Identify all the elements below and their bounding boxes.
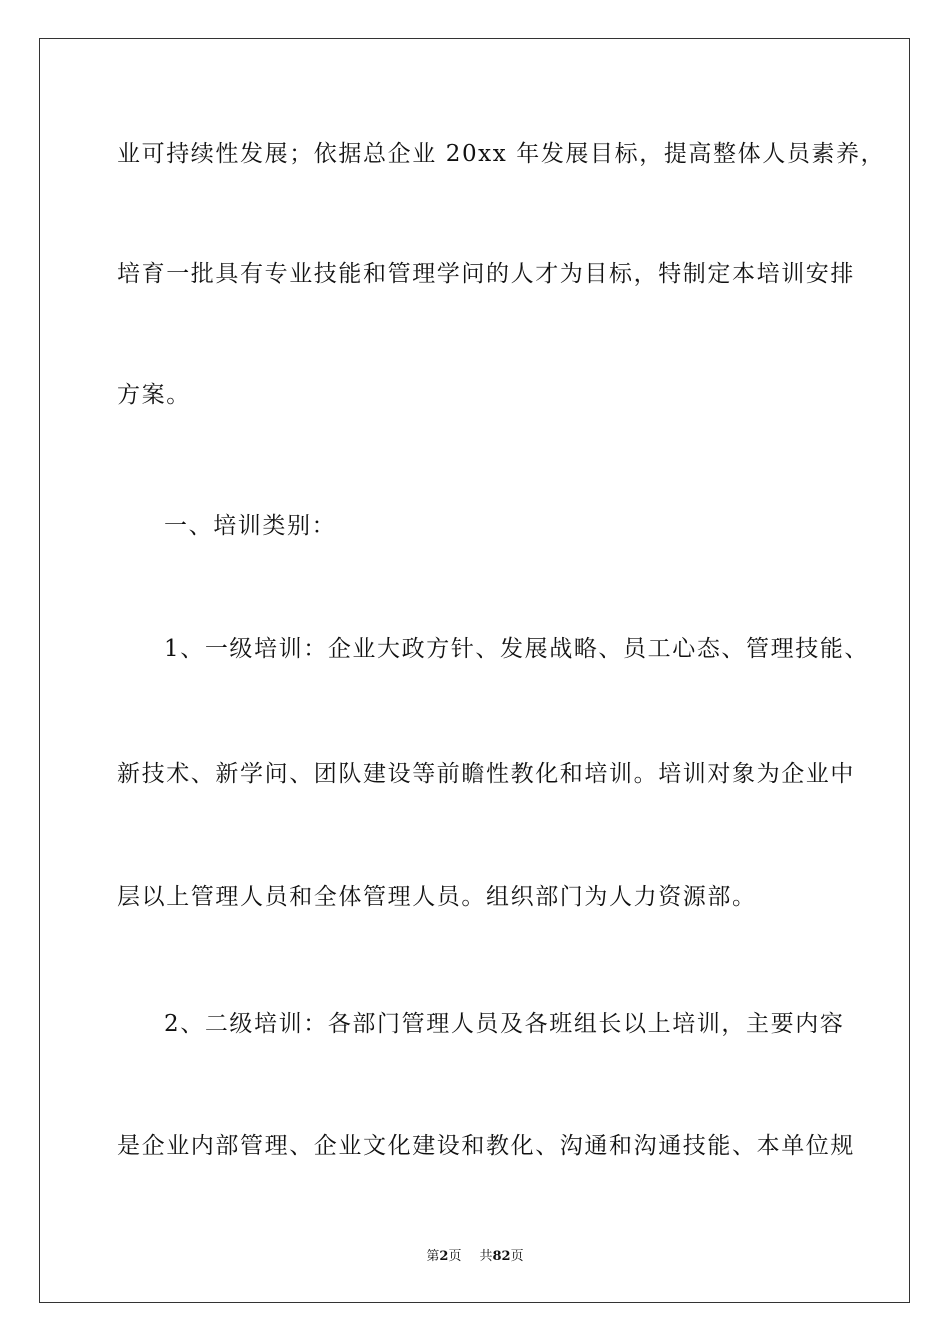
paragraph-line: 方案。 <box>117 382 191 408</box>
page-number: 2 <box>439 1249 449 1264</box>
page-prefix: 第 <box>426 1249 440 1264</box>
total-prefix: 共 <box>479 1249 493 1264</box>
total-suffix: 页 <box>510 1249 524 1264</box>
page-suffix: 页 <box>448 1249 462 1264</box>
paragraph-line: 培育一批具有专业技能和管理学问的人才为目标，特制定本培训安排 <box>117 261 855 287</box>
paragraph-line: 1、一级培训：企业大政方针、发展战略、员工心态、管理技能、 <box>164 636 870 662</box>
paragraph-line: 2、二级培训：各部门管理人员及各班组长以上培训，主要内容 <box>164 1011 845 1037</box>
page-footer <box>0 1248 950 1266</box>
paragraph-line: 层以上管理人员和全体管理人员。组织部门为人力资源部。 <box>117 884 757 910</box>
page-frame <box>39 38 910 1303</box>
paragraph-line: 新技术、新学问、团队建设等前瞻性教化和培训。培训对象为企业中 <box>117 761 855 787</box>
paragraph-line: 业可持续性发展；依据总企业 20xx 年发展目标，提高整体人员素养， <box>117 141 886 167</box>
total-pages: 82 <box>492 1249 511 1264</box>
paragraph-line: 是企业内部管理、企业文化建设和教化、沟通和沟通技能、本单位规 <box>117 1133 855 1159</box>
section-heading: 一、培训类别： <box>164 513 337 539</box>
